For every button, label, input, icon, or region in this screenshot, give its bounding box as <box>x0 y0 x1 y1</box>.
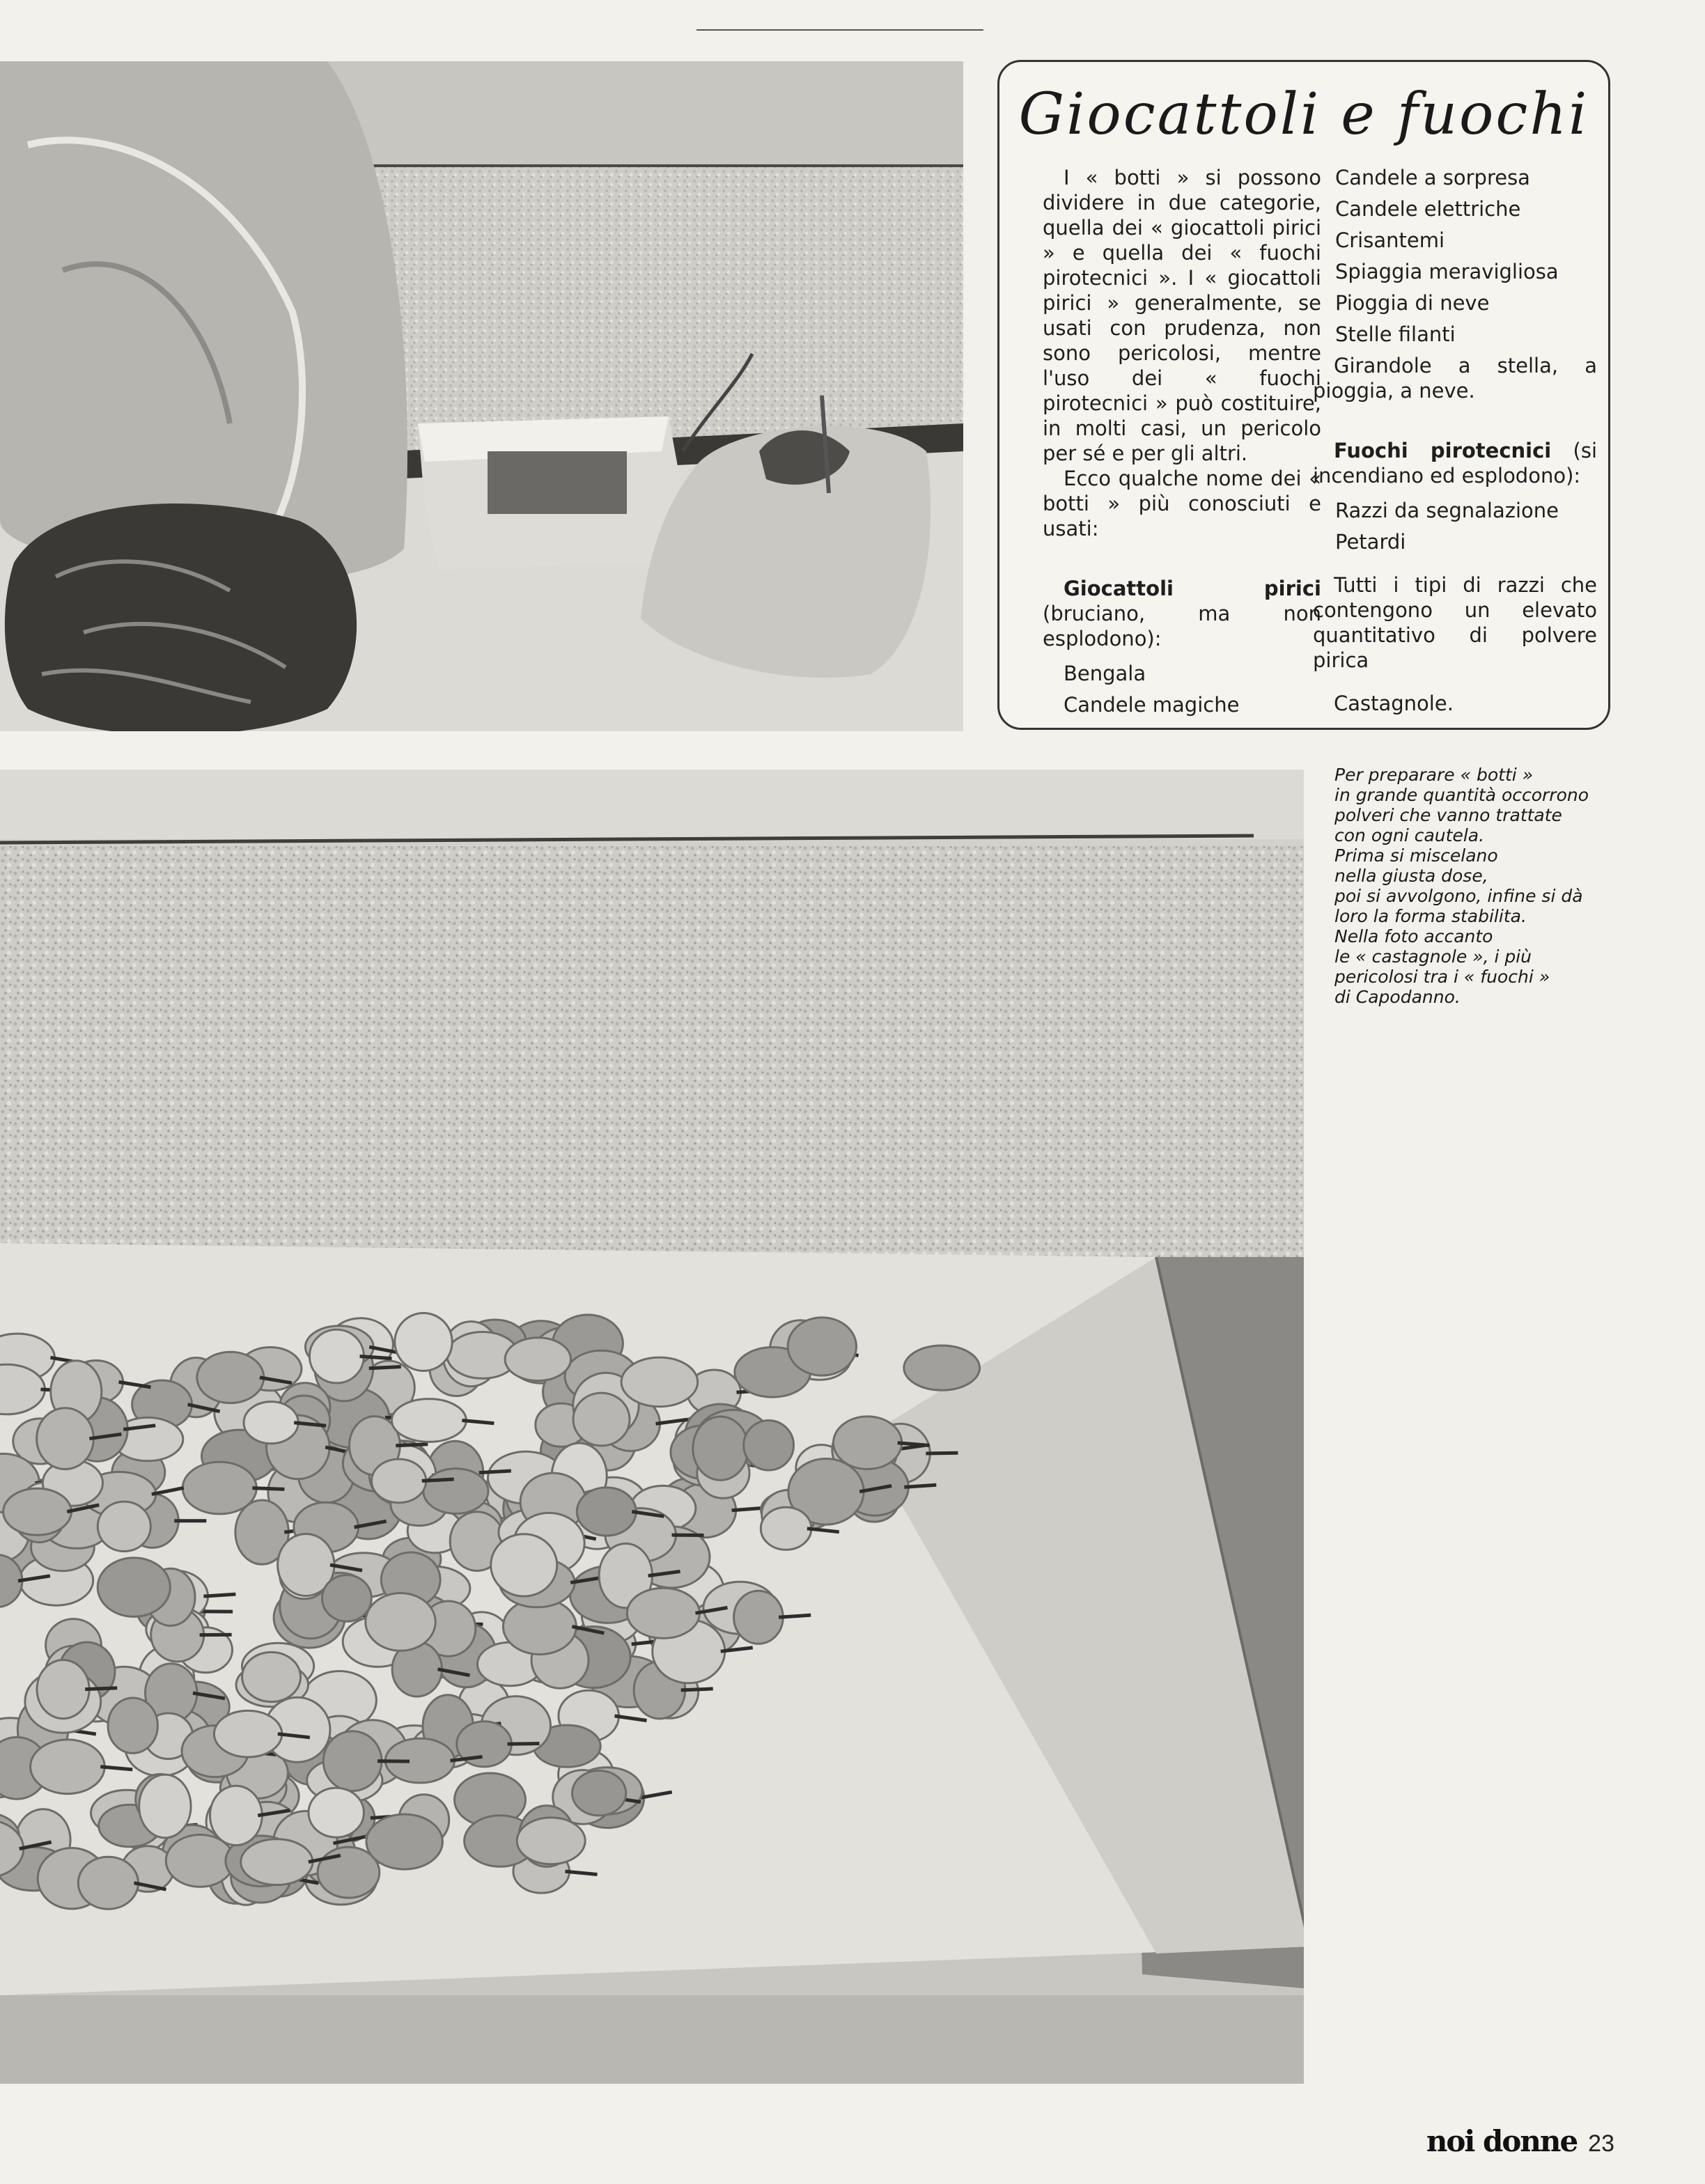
info-box-left-column <box>1043 165 1321 724</box>
list-item: Candele magiche <box>1064 693 1240 717</box>
photo-fireworks-bags-image <box>0 61 963 731</box>
caption-line: polveri che vanno trattate <box>1334 805 1562 825</box>
castagnole-item: Castagnole. <box>1334 692 1454 715</box>
photo-caption <box>1334 765 1620 1007</box>
caption-line: Nella foto accanto <box>1334 926 1493 946</box>
photo-castagnole <box>0 770 1304 2084</box>
caption-line: di Capodanno. <box>1334 987 1461 1007</box>
giocattoli-note: (bruciano, ma non esplodono): <box>1043 602 1321 650</box>
caption-line: pericolosi tra i « fuochi » <box>1334 967 1550 987</box>
fuochi-heading-line <box>1313 438 1597 488</box>
giocattoli-heading-line <box>1043 576 1321 651</box>
caption-line: Per preparare « botti » <box>1334 765 1534 785</box>
fuochi-list <box>1313 498 1597 554</box>
intro-paragraph: I « botti » si possono dividere in due categorie, quella dei « giocattoli pirici » e quella dei « fuochi pirotecnici ». I « giocattoli pirici » generalmente, se usati con prudenza, non sono pericolosi, mentre l'uso dei « fuochi pirotecnici » può costituire, in molti casi, un pericolo per sé e per gli altri. <box>1043 166 1321 465</box>
giocattoli-list-right <box>1313 165 1597 347</box>
info-box-right-column <box>1313 165 1597 716</box>
list-item: Spiaggia meravigliosa <box>1335 260 1559 283</box>
giocattoli-heading: Giocattoli pirici <box>1064 577 1321 600</box>
giocattoli-list-left <box>1043 661 1321 717</box>
caption-line: con ogni cautela. <box>1334 825 1485 845</box>
list-item: Razzi da segnalazione <box>1335 499 1559 522</box>
info-box-title: Giocattoli e fuochi <box>1018 81 1589 148</box>
info-box <box>997 60 1610 730</box>
list-item: Crisantemi <box>1335 228 1445 252</box>
page-footer <box>1426 2124 1614 2158</box>
list-item: Pioggia di neve <box>1335 291 1490 315</box>
list-item: Petardi <box>1335 530 1406 554</box>
top-rule <box>696 29 983 31</box>
caption-line: loro la forma stabilita. <box>1334 906 1527 926</box>
page-number: 23 <box>1588 2130 1614 2157</box>
caption-line: poi si avvolgono, infine si dà <box>1334 886 1583 906</box>
intro-paragraph-2: Ecco qualche nome dei « botti » più conosciuti e usati: <box>1043 467 1321 540</box>
razzi-item: Tutti i tipi di razzi che contengono un elevato quantitativo di polvere pirica <box>1313 573 1597 672</box>
caption-line: nella giusta dose, <box>1334 866 1488 886</box>
list-item: Bengala <box>1064 662 1146 685</box>
girandole-item: Girandole a stella, a pioggia, a neve. <box>1313 354 1597 403</box>
list-item: Stelle filanti <box>1335 322 1456 346</box>
photo-castagnole-image <box>0 770 1304 2084</box>
caption-line: Prima si miscelano <box>1334 845 1498 866</box>
caption-line: in grande quantità occorrono <box>1334 785 1589 805</box>
fuochi-note: (si incendiano ed esplodono): <box>1313 439 1597 488</box>
list-item: Candele a sorpresa <box>1335 166 1530 189</box>
magazine-logo: noi donne <box>1426 2124 1578 2158</box>
caption-line: le « castagnole », i più <box>1334 946 1532 967</box>
list-item: Candele elettriche <box>1335 197 1521 221</box>
fuochi-heading: Fuochi pirotecnici <box>1334 439 1552 462</box>
photo-fireworks-bags <box>0 61 963 731</box>
